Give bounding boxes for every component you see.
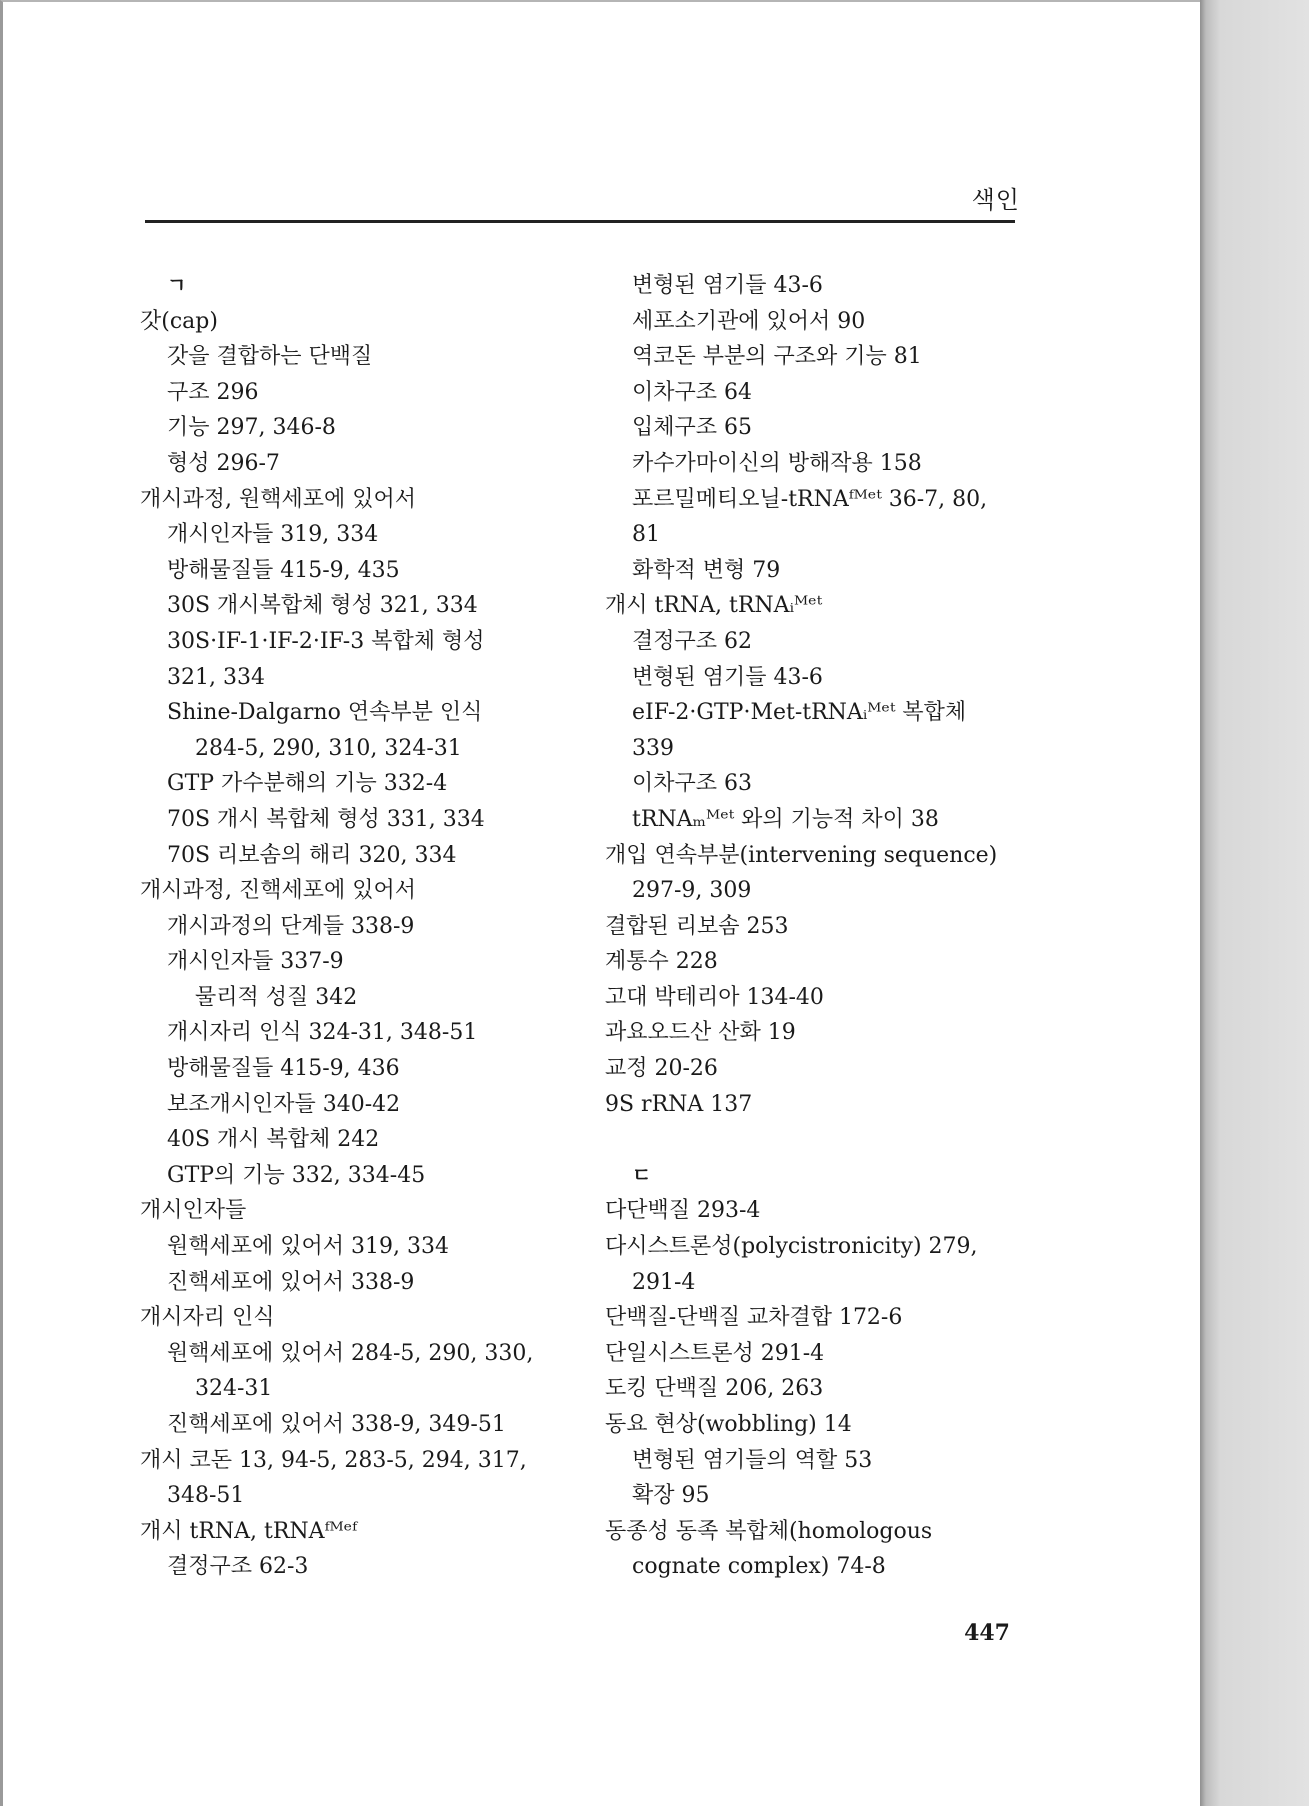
index-subentry: 개시과정의 단계들 338-9 — [167, 913, 415, 939]
index-entry: 개시 tRNA, tRNAᶠᴹᵉᶠ — [140, 1518, 358, 1544]
index-entry: 개시인자들 — [140, 1198, 247, 1224]
index-subentry: 이차구조 64 — [632, 379, 752, 405]
index-subentry: 진핵세포에 있어서 338-9, 349-51 — [167, 1412, 506, 1437]
index-entry: 동종성 동족 복합체(homologous — [605, 1518, 933, 1544]
index-subentry: GTP의 기능 332, 334-45 — [167, 1162, 426, 1188]
header-rule — [145, 220, 1015, 223]
index-subentry: 방해물질들 415-9, 435 — [167, 557, 400, 583]
index-entry: 도킹 단백질 206, 263 — [605, 1376, 824, 1402]
index-subentry: 결정구조 62-3 — [167, 1554, 309, 1580]
index-subentry: 물리적 성질 342 — [195, 984, 358, 1010]
index-subentry: 30S 개시복합체 형성 321, 334 — [167, 593, 478, 619]
index-subentry: 화학적 변형 79 — [632, 557, 781, 583]
page-edge-shadow — [1200, 0, 1309, 1806]
index-subentry: 포르밀메티오닐-tRNAᶠᴹᵉᵗ 36-7, 80, — [632, 486, 988, 512]
index-subentry: 변형된 염기들 43-6 — [632, 273, 823, 298]
index-entry: 과요오드산 산화 19 — [605, 1020, 796, 1046]
index-subentry: 324-31 — [195, 1376, 273, 1402]
index-entry: 동요 현상(wobbling) 14 — [605, 1412, 852, 1437]
index-subentry: 결정구조 62 — [632, 628, 752, 654]
index-subentry: eIF-2·GTP·Met-tRNAᵢᴹᵉᵗ 복합체 — [632, 700, 967, 726]
index-subentry: cognate complex) 74-8 — [632, 1554, 886, 1580]
index-subentry: 변형된 염기들의 역할 53 — [632, 1447, 873, 1473]
index-subentry: 339 — [632, 735, 674, 761]
index-entry: 다시스트론성(polycistronicity) 279, — [605, 1234, 978, 1260]
index-subentry: 개시자리 인식 324-31, 348-51 — [167, 1020, 478, 1046]
index-subentry: tRNAₘᴹᵉᵗ 와의 기능적 차이 38 — [632, 806, 939, 832]
index-entry: 단백질-단백질 교차결합 172-6 — [605, 1305, 903, 1331]
index-subentry: 이차구조 63 — [632, 771, 752, 797]
index-subentry: 기능 297, 346-8 — [167, 415, 336, 441]
running-header-title: 색인 — [971, 186, 1020, 214]
index-subentry: 개시인자들 337-9 — [167, 949, 344, 975]
index-entry: 결합된 리보솜 253 — [605, 913, 789, 939]
index-subentry: 70S 개시 복합체 형성 331, 334 — [167, 806, 485, 832]
index-subentry: 방해물질들 415-9, 436 — [167, 1056, 400, 1082]
index-subentry: 구조 296 — [167, 379, 259, 405]
index-subentry: 형성 296-7 — [167, 450, 280, 476]
index-subentry: 보조개시인자들 340-42 — [167, 1091, 401, 1117]
index-entry: 개시 tRNA, tRNAᵢᴹᵉᵗ — [605, 593, 823, 619]
index-subentry: 개시인자들 319, 334 — [167, 522, 379, 548]
index-entry: 교정 20-26 — [605, 1056, 718, 1082]
index-entry: 9S rRNA 137 — [605, 1091, 753, 1117]
index-subentry: 카수가마이신의 방해작용 158 — [632, 450, 922, 476]
index-subentry: 원핵세포에 있어서 284-5, 290, 330, — [167, 1340, 534, 1366]
index-subentry: 321, 334 — [167, 664, 265, 690]
index-subentry: 진핵세포에 있어서 338-9 — [167, 1269, 415, 1295]
index-column-left — [140, 268, 580, 1585]
index-entry: 개입 연속부분(intervening sequence) — [605, 842, 998, 868]
page-number: 447 — [964, 1620, 1010, 1646]
index-entry: 고대 박테리아 134-40 — [605, 984, 824, 1010]
index-subentry: 확장 95 — [632, 1483, 710, 1509]
index-subentry: 30S·IF-1·IF-2·IF-3 복합체 형성 — [167, 628, 485, 654]
index-column-right — [605, 268, 1015, 1585]
index-subentry: Shine-Dalgarno 연속부분 인식 — [167, 700, 483, 726]
index-subentry: 291-4 — [632, 1269, 696, 1295]
index-subentry: 81 — [632, 522, 660, 548]
section-letter: ㄱ — [167, 273, 187, 297]
spacer — [605, 1122, 1015, 1158]
index-subentry: 세포소기관에 있어서 90 — [632, 308, 866, 334]
index-subentry: 입체구조 65 — [632, 415, 752, 441]
index-subentry: 70S 리보솜의 해리 320, 334 — [167, 842, 457, 868]
section-letter: ㄷ — [632, 1162, 652, 1187]
index-entry: 개시자리 인식 — [140, 1305, 275, 1331]
index-entry: 계통수 228 — [605, 949, 718, 975]
index-entry: 갓(cap) — [140, 308, 218, 334]
index-subentry: 역코돈 부분의 구조와 기능 81 — [632, 344, 922, 370]
index-subentry: GTP 가수분해의 기능 332-4 — [167, 771, 448, 797]
index-entry: 단일시스트론성 291-4 — [605, 1340, 825, 1366]
index-entry: 개시 코돈 13, 94-5, 283-5, 294, 317, — [140, 1447, 527, 1473]
index-subentry: 284-5, 290, 310, 324-31 — [195, 735, 462, 761]
index-subentry: 변형된 염기들 43-6 — [632, 664, 823, 690]
index-entry: 다단백질 293-4 — [605, 1198, 761, 1224]
index-subentry: 갓을 결합하는 단백질 — [167, 344, 373, 370]
index-entry: 개시과정, 진핵세포에 있어서 — [140, 878, 417, 904]
index-subentry: 원핵세포에 있어서 319, 334 — [167, 1234, 449, 1260]
index-subentry: 297-9, 309 — [632, 878, 752, 904]
index-entry: 개시과정, 원핵세포에 있어서 — [140, 486, 417, 512]
index-subentry: 40S 개시 복합체 242 — [167, 1127, 380, 1153]
index-subentry: 348-51 — [167, 1483, 245, 1509]
